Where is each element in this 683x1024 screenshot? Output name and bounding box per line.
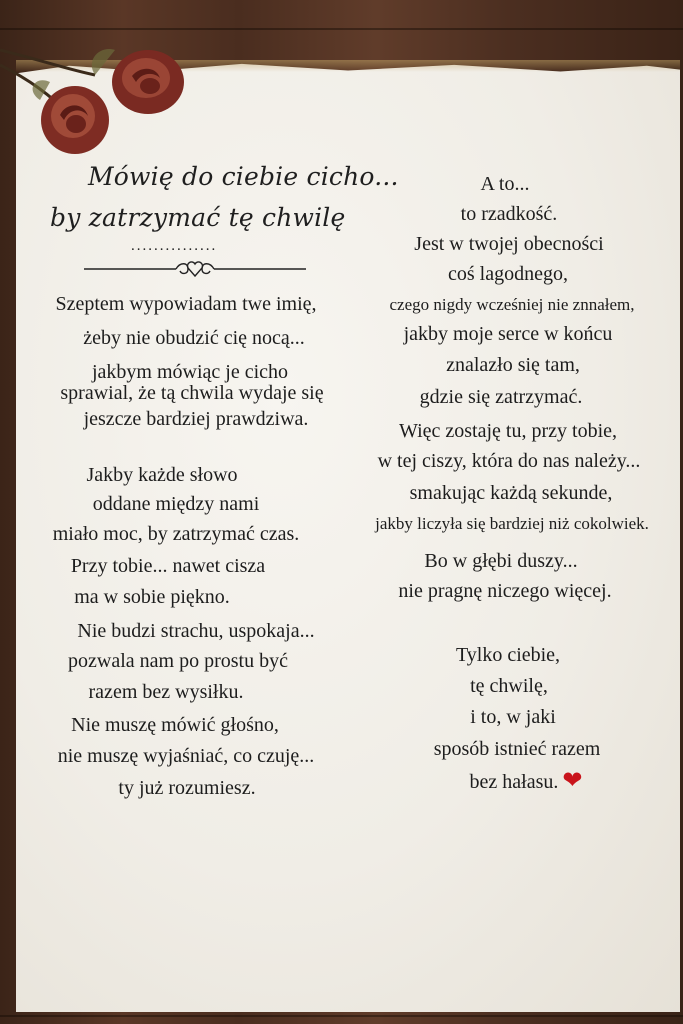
right-poem-line: A to... <box>480 173 530 195</box>
right-poem-line: tę chwilę, <box>470 675 548 697</box>
right-poem-line: jakby liczyła się bardziej niż cokolwiek. <box>375 514 649 533</box>
dried-roses-image <box>0 20 200 170</box>
left-poem-line: miało moc, by zatrzymać czas. <box>52 523 300 545</box>
right-poem-line: gdzie się zatrzymać. <box>419 386 583 408</box>
wood-plank-seam <box>0 1015 683 1017</box>
right-poem-last-line <box>470 769 583 793</box>
left-poem-line: pozwala nam po prostu być <box>68 650 288 672</box>
left-poem-line: Nie muszę mówić głośno, <box>71 714 279 736</box>
left-poem-line: sprawial, że tą chwila wydaje się <box>60 382 324 404</box>
left-poem-line: oddane między nami <box>92 493 260 515</box>
left-poem-line: Przy tobie... nawet cisza <box>70 555 266 577</box>
right-poem-line: nie pragnę niczego więcej. <box>398 580 612 602</box>
right-poem-line: i to, w jaki <box>470 706 556 728</box>
right-poem-line: to rzadkość. <box>460 203 558 225</box>
right-poem-line: znalazło się tam, <box>446 354 580 376</box>
left-poem-line: ty już rozumiesz. <box>118 777 256 799</box>
left-poem-line: Nie budzi strachu, uspokaja... <box>77 620 315 642</box>
heart-icon: ❤ <box>562 768 583 794</box>
right-poem-line: Jest w twojej obecności <box>414 233 604 255</box>
right-poem-line: smakując każdą sekunde, <box>409 482 613 504</box>
poem-title-line-1: Mówię do ciebie cicho... <box>88 162 399 191</box>
left-poem-line: Szeptem wypowiadam twe imię, <box>55 293 317 315</box>
poem-title-line-2: by zatrzymać tę chwilę <box>50 203 346 232</box>
left-poem-line: nie muszę wyjaśniać, co czuję... <box>57 745 315 767</box>
left-poem-line: Jakby każde słowo <box>86 464 238 486</box>
right-poem-line: Więc zostaję tu, przy tobie, <box>399 420 617 442</box>
right-poem-line: jakby moje serce w końcu <box>403 323 613 345</box>
left-poem-line: razem bez wysiłku. <box>88 681 244 703</box>
left-poem-line: jakbym mówiąc je cicho <box>91 361 289 383</box>
right-poem-line: czego nigdy wcześniej nie znnałem, <box>389 295 635 314</box>
right-poem-line: coś lagodnego, <box>448 263 568 285</box>
right-poem-line: bez hałasu. <box>469 771 559 793</box>
left-poem-line: jeszcze bardziej prawdziwa. <box>83 408 309 430</box>
left-poem-line: ma w sobie piękno. <box>74 586 230 608</box>
right-poem-line: Bo w głębi duszy... <box>424 550 578 572</box>
right-poem-line: sposób istnieć razem <box>433 738 601 760</box>
left-poem-line: żeby nie obudzić cię nocą... <box>83 327 305 349</box>
right-poem-line: Tylko ciebie, <box>455 644 561 666</box>
title-dots-divider: ............... <box>131 238 218 254</box>
ornamental-divider <box>84 258 306 280</box>
right-poem-line: w tej ciszy, która do nas należy... <box>377 450 641 472</box>
